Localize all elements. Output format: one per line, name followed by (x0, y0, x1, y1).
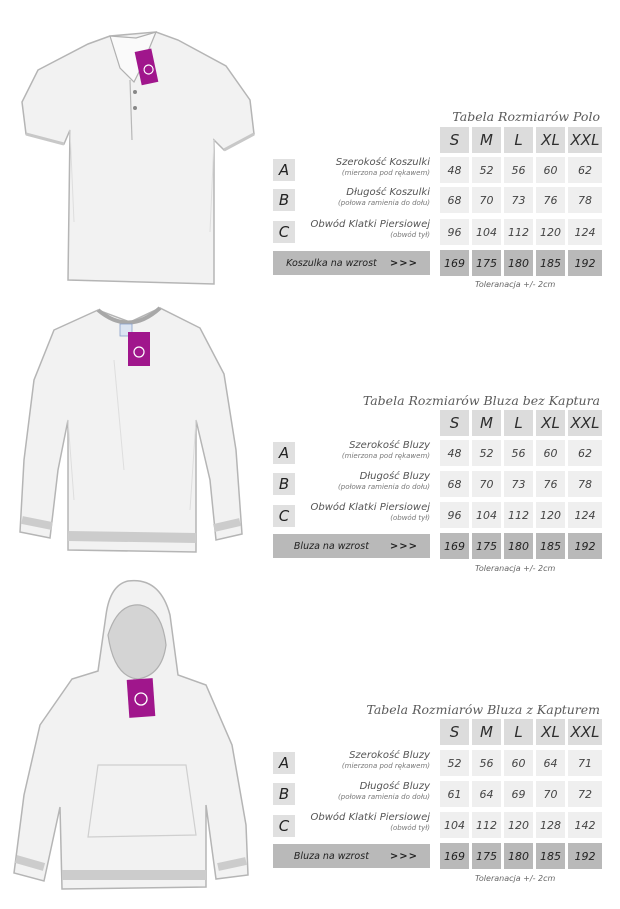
hoodie-a-s: 52 (440, 750, 469, 776)
hoodie-wz-xl: 185 (536, 843, 565, 869)
polo-c-l: 112 (504, 219, 533, 245)
hoodie-row-c-label (311, 812, 430, 833)
sweatshirt-wz-xl: 185 (536, 533, 565, 559)
hoodie-a-l: 60 (504, 750, 533, 776)
polo-row-b-sub: (połowa ramienia do dołu) (338, 199, 430, 207)
polo-size-m: M (472, 127, 501, 153)
sweatshirt-a-xl: 60 (536, 440, 565, 466)
sweatshirt-wz-l: 180 (504, 533, 533, 559)
hoodie-wz-l: 180 (504, 843, 533, 869)
sweatshirt-row-c-sub: (obwód tył) (390, 514, 430, 522)
hoodie-a-xl: 64 (536, 750, 565, 776)
hoodie-row-a-letter: A (273, 752, 295, 774)
sweatshirt-wz-s: 169 (440, 533, 469, 559)
sweatshirt-tolerance: Toleranacja +/- 2cm (475, 564, 556, 573)
polo-c-m: 104 (472, 219, 501, 245)
hoodie-row-b-title: Długość Bluzy (359, 781, 430, 792)
sweatshirt-b-xl: 76 (536, 471, 565, 497)
hoodie-size-l: L (504, 719, 533, 745)
sweatshirt-c-m: 104 (472, 502, 501, 528)
hoodie-wz-s: 169 (440, 843, 469, 869)
sweatshirt-b-m: 70 (472, 471, 501, 497)
sweatshirt-wzrost-arrows: >>> (389, 540, 418, 552)
polo-size-xl: XL (536, 127, 565, 153)
sweatshirt-a-s: 48 (440, 440, 469, 466)
polo-wz-xxl: 192 (568, 250, 602, 276)
polo-row-a-letter: A (273, 159, 295, 181)
polo-row-b-title: Długość Koszulki (346, 187, 430, 198)
sweatshirt-size-l: L (504, 410, 533, 436)
hoodie-row-a-title: Szerokość Bluzy (349, 750, 430, 761)
hoodie-b-m: 64 (472, 781, 501, 807)
hoodie-image (10, 575, 255, 893)
polo-row-c-letter: C (273, 221, 295, 243)
polo-c-xxl: 124 (568, 219, 602, 245)
hoodie-a-xxl: 71 (568, 750, 602, 776)
hoodie-wzrost-bar (273, 844, 430, 868)
sweatshirt-b-xxl: 78 (568, 471, 602, 497)
sweatshirt-c-xxl: 124 (568, 502, 602, 528)
polo-wzrost-label: Koszulka na wzrost (286, 257, 377, 269)
polo-row-a-sub: (mierzona pod rękawem) (341, 169, 430, 177)
polo-wzrost-arrows: >>> (389, 257, 418, 269)
hoodie-wz-xxl: 192 (568, 843, 602, 869)
polo-c-xl: 120 (536, 219, 565, 245)
sweatshirt-wz-m: 175 (472, 533, 501, 559)
hoodie-c-s: 104 (440, 812, 469, 838)
sweatshirt-row-b-title: Długość Bluzy (359, 471, 430, 482)
sweatshirt-size-s: S (440, 410, 469, 436)
polo-size-l: L (504, 127, 533, 153)
sweatshirt-b-s: 68 (440, 471, 469, 497)
sweatshirt-b-l: 73 (504, 471, 533, 497)
sweatshirt-table-title: Tabela Rozmiarów Bluza bez Kaptura (362, 393, 600, 408)
hoodie-a-m: 56 (472, 750, 501, 776)
polo-b-xl: 76 (536, 187, 565, 213)
sweatshirt-size-xl: XL (536, 410, 565, 436)
hoodie-row-b-label (338, 781, 430, 802)
hoodie-size-s: S (440, 719, 469, 745)
polo-row-c-title: Obwód Klatki Piersiowej (310, 219, 430, 230)
sweatshirt-row-a-sub: (mierzona pod rękawem) (341, 452, 430, 460)
sweatshirt-row-c-letter: C (273, 505, 295, 527)
hoodie-c-xl: 128 (536, 812, 565, 838)
hoodie-c-m: 112 (472, 812, 501, 838)
hoodie-b-xl: 70 (536, 781, 565, 807)
hoodie-size-xl: XL (536, 719, 565, 745)
polo-size-s: S (440, 127, 469, 153)
hoodie-b-xxl: 72 (568, 781, 602, 807)
polo-size-xxl: XXL (568, 127, 602, 153)
polo-b-l: 73 (504, 187, 533, 213)
polo-a-xxl: 62 (568, 157, 602, 183)
sweatshirt-c-xl: 120 (536, 502, 565, 528)
hoodie-tolerance: Toleranacja +/- 2cm (475, 874, 556, 883)
hoodie-c-l: 120 (504, 812, 533, 838)
polo-wz-s: 169 (440, 250, 469, 276)
polo-row-a-title: Szerokość Koszulki (335, 157, 430, 168)
sweatshirt-c-s: 96 (440, 502, 469, 528)
sweatshirt-row-c-title: Obwód Klatki Piersiowej (310, 502, 430, 513)
sweatshirt-a-m: 52 (472, 440, 501, 466)
hoodie-size-m: M (472, 719, 501, 745)
sweatshirt-row-b-letter: B (273, 473, 295, 495)
sweatshirt-a-l: 56 (504, 440, 533, 466)
sweatshirt-a-xxl: 62 (568, 440, 602, 466)
sweatshirt-row-a-title: Szerokość Bluzy (349, 440, 430, 451)
hoodie-row-a-sub: (mierzona pod rękawem) (341, 762, 430, 770)
polo-wz-xl: 185 (536, 250, 565, 276)
hoodie-row-a-label (342, 750, 430, 771)
polo-table-title: Tabela Rozmiarów Polo (452, 109, 600, 124)
polo-a-xl: 60 (536, 157, 565, 183)
hoodie-table-title: Tabela Rozmiarów Bluza z Kapturem (366, 702, 600, 717)
sweatshirt-size-xxl: XXL (568, 410, 602, 436)
hoodie-row-b-sub: (połowa ramienia do dołu) (338, 793, 430, 801)
hoodie-wz-m: 175 (472, 843, 501, 869)
sweatshirt-c-l: 112 (504, 502, 533, 528)
sweatshirt-wz-xxl: 192 (568, 533, 602, 559)
polo-row-b-letter: B (273, 189, 295, 211)
hoodie-row-b-letter: B (273, 783, 295, 805)
hoodie-size-xxl: XXL (568, 719, 602, 745)
polo-wz-l: 180 (504, 250, 533, 276)
hoodie-row-c-letter: C (273, 815, 295, 837)
polo-tolerance: Toleranacja +/- 2cm (475, 280, 556, 289)
polo-b-s: 68 (440, 187, 469, 213)
sweatshirt-wzrost-label: Bluza na wzrost (293, 540, 369, 552)
hoodie-wzrost-arrows: >>> (389, 850, 418, 862)
hoodie-row-c-sub: (obwód tył) (390, 824, 430, 832)
polo-a-s: 48 (440, 157, 469, 183)
sweatshirt-size-m: M (472, 410, 501, 436)
polo-wz-m: 175 (472, 250, 501, 276)
hoodie-c-xxl: 142 (568, 812, 602, 838)
sweatshirt-row-a-letter: A (273, 442, 295, 464)
hoodie-row-c-title: Obwód Klatki Piersiowej (310, 812, 430, 823)
polo-b-xxl: 78 (568, 187, 602, 213)
polo-b-m: 70 (472, 187, 501, 213)
polo-row-c-sub: (obwód tył) (390, 231, 430, 239)
sweatshirt-row-b-sub: (połowa ramienia do dołu) (338, 483, 430, 491)
polo-c-s: 96 (440, 219, 469, 245)
polo-a-m: 52 (472, 157, 501, 183)
hoodie-wzrost-label: Bluza na wzrost (293, 850, 369, 862)
hoodie-b-l: 69 (504, 781, 533, 807)
polo-a-l: 56 (504, 157, 533, 183)
hoodie-b-s: 61 (440, 781, 469, 807)
